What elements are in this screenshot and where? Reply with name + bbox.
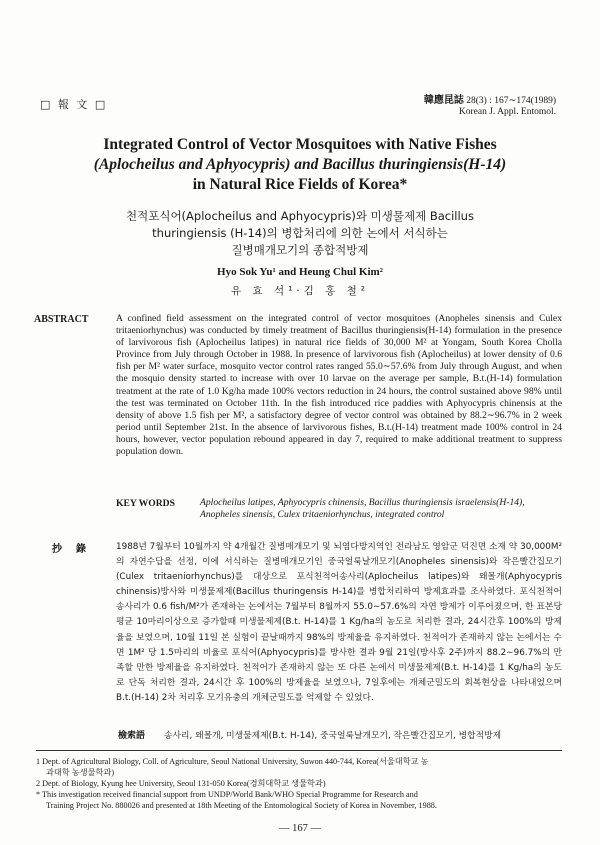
article-type-label [40,96,107,112]
box-left-icon: □ [40,98,53,111]
title-line-1: Integrated Control of Vector Mosquitoes with Native Fishes [103,136,497,153]
footnote-divider [36,750,562,751]
abstract-text: A confined field assessment on the integrated control of vector mosquitoes (Anopheles sinensis and Culex tritaeniorhynchus) was conducted by timely treatment of Bacillus thuringiensis(H-14) formulation in the presence of larvivorous fish (Aplocheilus latipes) in natural rice fields of 30,000 M² at Yongam, South Korea Cholla Province from July through October in 1988. In presence of larvivorous fish (Aplocheilus) at lower density of 0.6 fish per M² water surface, mosquito vector control rates ranged 55.0∼57.6% from July through August, and when the mosquio density started to increase with over 10 larvae on the average per sample, B.t.(H-14) formulation treatment at the rate of 1.0 Kg/ha made 100% vectors reduction in 24 hours, the control sustained above 98% until the test was terminated on October 11th. In the fish introduced rice paddies with Aphyocypris chinensis at the density of above 1.5 fish per M², a satisfactory degree of vector control was obtained by 88.2∼96.7% in 2 week period until September 21st. In the absence of larvivorous fishes, B.t.(H-14) treatment made 100% control in 24 hours, however, vector population rebound appeared in day 7, required to make additional treatment to suppress population down. [116,313,562,458]
paper-title [40,135,560,195]
korean-title-line-3: 질병매개모기의 종합적방제 [231,243,369,257]
keywords-label: KEY WORDS [116,498,175,509]
authors-korean: 유 효 석¹·김 홍 철² [231,285,369,297]
summary-label: 抄錄 [52,544,100,555]
footnote-3: * This investigation received financial support from UNDP/World Bank/WHO Special Programme for Research and [36,790,418,799]
footnotes [36,756,566,811]
footnote-1-cont: 과대학 농생물학과) [46,768,115,777]
footnote-1: 1 Dept. of Agricultural Biology, Coll. of Agriculture, Seoul National University, Suwon 440-744, Korea(서울대학교 농 [36,757,429,766]
summary-text: 1988년 7월부터 10월까지 약 4개월간 질병매개모기 및 뇌염다방지역인 전라남도 영암군 덕진면 소재 약 30,000M²의 자연수답을 선정, 이에 서식하는 질병매개모기인 중국얼룩날개모기(Anopheles sinensis)와 작은빨간집모기(Culex tritaeniorhynchus)를 대상으로 포식천적어송사리(Aplocheilus latipes)와 왜몰개(Aphyocypris chinensis)방사와 미생물제제(Bacillus thuringensis H-14)를 병합처리하여 방제효과를 조사하였다. 포식천적어송사리가 0.6 fish/M²가 존재하는 논에서는 7월부터 8월까지 55.0∼57.6%의 자연 방제가 이루어졌으며, 한 표본당 평균 10마리이상으로 증가할때 미생물제제(B.t. H-14)를 1 Kg/ha의 농도로 처리한 결과, 24시간후 100%의 방제율을 보였으며, 10월 11일 본 실험이 끝날때까지 98%의 방제율을 유지하였다. 천적어가 존재하지 않는 논에서는 수면 1M² 당 1.5마리의 비율로 포식어(Aphyocypris)를 방사한 결과 9월 21일(방사후 2주)까지 88.2∼96.7%의 만족할 만한 방제율을 유지하였다. 천적어가 존재하지 않는 또 다른 논에서 미생물제제(B.t. H-14)를 1 Kg/ha의 농도로 단독 처리한 결과, 24시간 후 100%의 방제율을 보였으나, 7일후에는 개체군밀도의 회복현상을 나타내었으며 B.t.(H-14) 2차 처리후 모기유충의 개체군밀도를 억제할 수 있었다. [116,542,562,703]
korean-keywords-text: 송사리, 왜몰개, 미생물제제(B.t. H-14), 중국얼룩날개모기, 작은빨간집모기, 병합적방제 [164,731,502,741]
journal-citation [424,95,556,118]
korean-title [50,208,550,259]
page-number: — 167 — [279,823,321,834]
title-line-3: in Natural Rice Fields of Korea* [192,176,408,193]
footnote-2: 2 Dept. of Biology, Kyung hee University, Seoul 131-050 Korea(경희대학교 생물학과) [36,779,326,788]
journal-volume: 28(3) : 167∼174(1989) [466,96,556,106]
box-right-icon: □ [94,98,108,111]
journal-english-name: Korean J. Appl. Entomol. [458,107,556,117]
title-line-2: (Aplocheilus and Aphyocypris) and Bacillus thuringiensis(H-14) [93,156,507,173]
keywords-text: Aplocheilus latipes, Aphyocypris chinensis, Bacillus thuringiensis israelensis(H-14), Anopheles sinensis, Culex tritaeniorhynchus, integrated control [200,497,525,521]
footnote-3-cont: Training Project No. 880026 and presented at 18th Meeting of the Entomological Society of Korea in November, 1988. [46,801,437,810]
korean-keywords-label: 檢索語 [118,731,146,741]
authors-english: Hyo Sok Yu¹ and Heung Chul Kim² [217,266,383,278]
abstract-label: ABSTRACT [34,314,89,325]
korean-title-line-2: thuringiensis (H-14)의 병합처리에 의한 논에서 서식하는 [152,226,448,240]
article-type-text: 報 文 [57,98,90,111]
korean-title-line-1: 천적포식어(Aplocheilus and Aphyocypris)와 미생물제제 Bacillus [126,209,474,223]
journal-korean-name: 韓應昆誌 [423,95,464,106]
